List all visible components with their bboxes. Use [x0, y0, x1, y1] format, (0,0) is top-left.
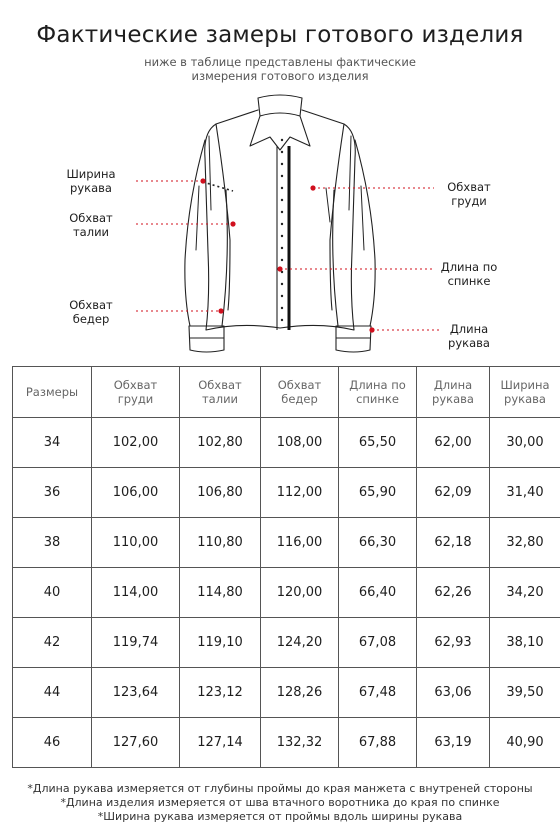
- table-cell: 63,19: [417, 718, 490, 768]
- armhole-right: [330, 124, 344, 310]
- table-cell: 39,50: [490, 668, 560, 718]
- table-cell: 34: [13, 418, 92, 468]
- label-chest: Обхват груди: [447, 180, 491, 208]
- table-cell: 106,80: [180, 468, 261, 518]
- table-row: [13, 568, 560, 618]
- table-cell: 36: [13, 468, 92, 518]
- table-cell: 127,60: [92, 718, 180, 768]
- size-table: [12, 366, 560, 768]
- table-cell: 66,40: [339, 568, 417, 618]
- subtitle-line-2: измерения готового изделия: [191, 69, 369, 83]
- table-cell: 119,10: [180, 618, 261, 668]
- marker-sleeve-width: [200, 178, 205, 183]
- table-cell: 42: [13, 618, 92, 668]
- table-cell: 119,74: [92, 618, 180, 668]
- table-cell: 62,09: [417, 468, 490, 518]
- header-sleeve-width: Ширина рукава: [490, 367, 560, 418]
- table-row: [13, 718, 560, 768]
- table-cell: 46: [13, 718, 92, 768]
- sleeve-width-measure: [203, 182, 233, 191]
- label-sleeve-width: Ширина рукава: [66, 167, 116, 195]
- table-cell: 116,00: [261, 518, 339, 568]
- sleeve-left-outer: [185, 140, 205, 326]
- marker-back-length: [277, 266, 282, 271]
- subtitle-line-1: ниже в таблице представлены фактические: [144, 55, 416, 69]
- table-cell: 112,00: [261, 468, 339, 518]
- table-cell: 114,80: [180, 568, 261, 618]
- table-cell: 62,00: [417, 418, 490, 468]
- table-cell: 124,20: [261, 618, 339, 668]
- sleeve-right-inner: [333, 190, 338, 326]
- marker-chest: [310, 185, 315, 190]
- label-back-length: Длина по спинке: [440, 260, 498, 288]
- label-waist: Обхват талии: [69, 211, 113, 239]
- table-cell: 120,00: [261, 568, 339, 618]
- footnote-sleeve-length: *Длина рукава измеряется от глубины проймы до края манжета с внутреней стороны: [27, 782, 533, 795]
- table-header-row: [13, 367, 560, 418]
- table-cell: 63,06: [417, 668, 490, 718]
- table-row: [13, 468, 560, 518]
- table-row: [13, 618, 560, 668]
- table-cell: 38,10: [490, 618, 560, 668]
- collar-outline: [250, 95, 310, 150]
- table-cell: 62,18: [417, 518, 490, 568]
- body-right: [280, 110, 355, 330]
- table-cell: 127,14: [180, 718, 261, 768]
- page-subtitle: [0, 55, 560, 83]
- marker-sleeve-length: [369, 327, 374, 332]
- footnotes: [0, 782, 560, 824]
- table-cell: 102,00: [92, 418, 180, 468]
- armhole-left: [216, 124, 230, 310]
- table-cell: 67,48: [339, 668, 417, 718]
- table-cell: 65,90: [339, 468, 417, 518]
- sleeve-left-inner: [222, 190, 227, 326]
- table-row: [13, 418, 560, 468]
- table-cell: 34,20: [490, 568, 560, 618]
- table-cell: 31,40: [490, 468, 560, 518]
- sleeve-right-outer: [355, 140, 375, 326]
- body-left: [205, 110, 280, 330]
- table-cell: 110,80: [180, 518, 261, 568]
- table-cell: 114,00: [92, 568, 180, 618]
- table-cell: 67,88: [339, 718, 417, 768]
- header-size: Размеры: [13, 367, 92, 418]
- marker-hips: [218, 308, 223, 313]
- table-cell: 62,93: [417, 618, 490, 668]
- collar-stand: [260, 113, 300, 116]
- header-back-length: Длина по спинке: [339, 367, 417, 418]
- table-cell: 123,64: [92, 668, 180, 718]
- header-chest: Обхват груди: [92, 367, 180, 418]
- table-cell: 65,50: [339, 418, 417, 468]
- table-cell: 44: [13, 668, 92, 718]
- table-cell: 40: [13, 568, 92, 618]
- table-cell: 40,90: [490, 718, 560, 768]
- table-cell: 108,00: [261, 418, 339, 468]
- table-cell: 123,12: [180, 668, 261, 718]
- table-cell: 132,32: [261, 718, 339, 768]
- table-cell: 62,26: [417, 568, 490, 618]
- label-hips: Обхват бедер: [69, 298, 113, 326]
- table-cell: 106,00: [92, 468, 180, 518]
- table-row: [13, 518, 560, 568]
- table-cell: 32,80: [490, 518, 560, 568]
- table-cell: 30,00: [490, 418, 560, 468]
- label-sleeve-length: Длина рукава: [448, 322, 490, 350]
- marker-waist: [230, 221, 235, 226]
- table-cell: 110,00: [92, 518, 180, 568]
- header-sleeve-length: Длина рукава: [417, 367, 490, 418]
- table-cell: 38: [13, 518, 92, 568]
- table-cell: 67,08: [339, 618, 417, 668]
- footnote-garment-length: *Длина изделия измеряется от шва втачного воротника до края по спинке: [60, 796, 500, 809]
- header-waist: Обхват талии: [180, 367, 261, 418]
- table-cell: 66,30: [339, 518, 417, 568]
- page-title: Фактические замеры готового изделия: [36, 22, 524, 48]
- buttons: [281, 139, 283, 321]
- footnote-sleeve-width: *Ширина рукава измеряется от проймы вдоль ширины рукава: [97, 810, 463, 823]
- table-cell: 128,26: [261, 668, 339, 718]
- header-hips: Обхват бедер: [261, 367, 339, 418]
- table-cell: 102,80: [180, 418, 261, 468]
- table-row: [13, 668, 560, 718]
